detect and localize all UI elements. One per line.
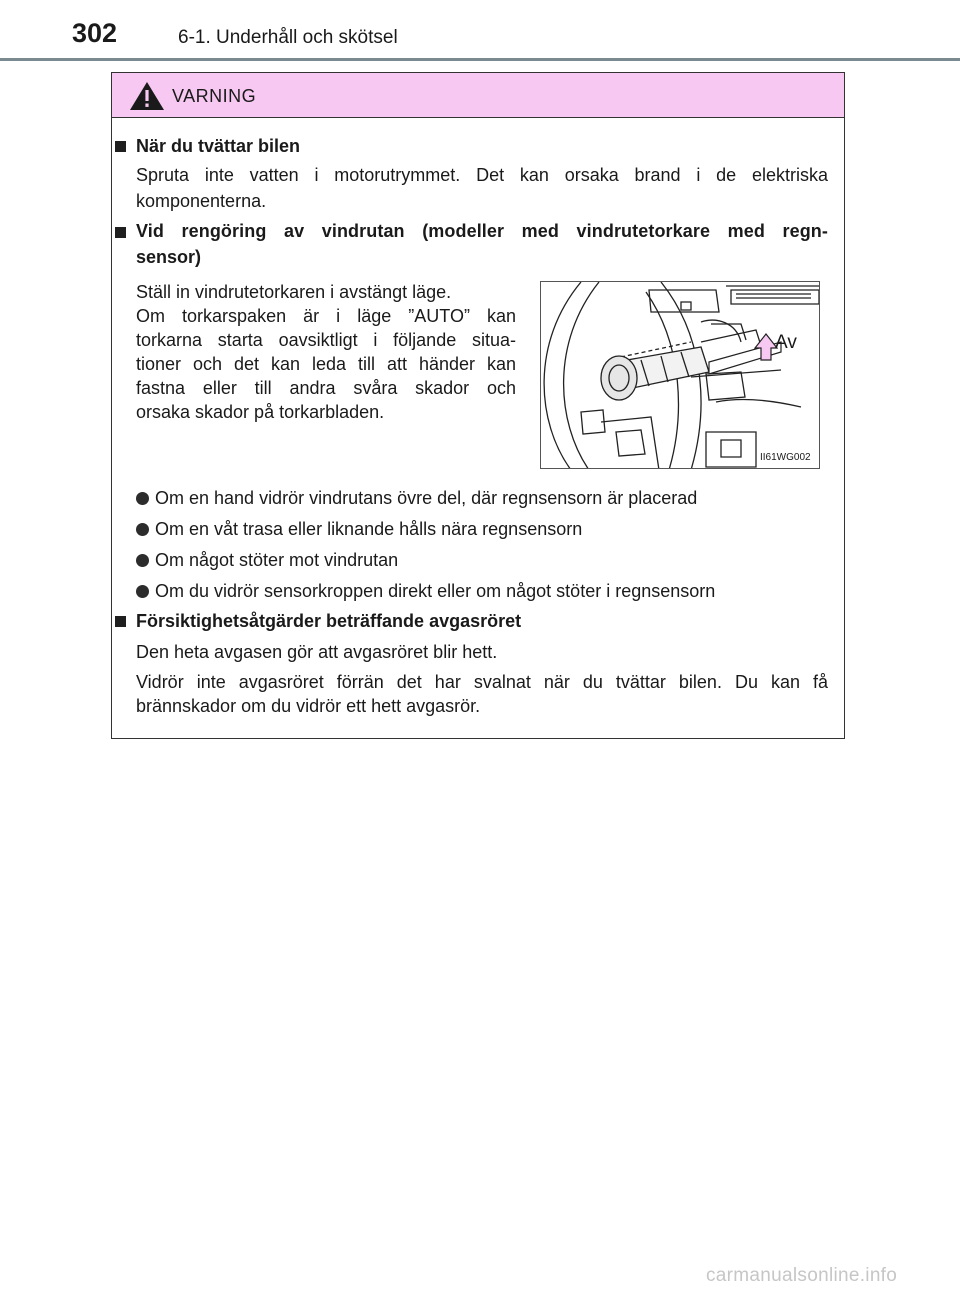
warning-header	[112, 73, 844, 118]
bullet-dot	[136, 554, 149, 567]
item-heading-cont: sensor)	[136, 247, 202, 267]
warning-triangle-icon	[129, 81, 165, 111]
list-item: Om en hand vidrör vindrutans övre del, där regnsensorn är placerad	[155, 488, 698, 508]
list-item: Om du vidrör sensorkroppen direkt eller om något stöter i regnsensorn	[155, 581, 716, 601]
heading-bullet-square	[115, 616, 126, 627]
figure-code: II61WG002	[760, 452, 811, 463]
page-number: 302	[72, 18, 118, 48]
item-body: Spruta inte vatten i motorutrymmet. Det kan orsaka brand i de elektriska komponenterna.	[136, 165, 828, 211]
watermark: carmanualsonline.info	[706, 1265, 898, 1286]
item-heading: Försiktighetsåtgärder beträffande avgasröret	[136, 611, 522, 631]
item-heading: När du tvättar bilen	[136, 136, 301, 156]
body-line: fastna eller till andra svåra skador och	[136, 378, 516, 398]
heading-bullet-square	[115, 227, 126, 238]
steering-wheel-illustration	[541, 282, 820, 469]
bullet-dot	[136, 523, 149, 536]
item-body: Den heta avgasen gör att avgasröret blir hett.	[136, 642, 498, 662]
body-line: torkarna starta oavsiktligt i följande situa-	[136, 330, 516, 350]
body-line: orsaka skador på torkarbladen.	[136, 402, 385, 422]
list-item: Om en våt trasa eller liknande hålls nära regnsensorn	[155, 519, 583, 539]
item-body: Vidrör inte avgasröret förrän det har svalnat när du tvättar bilen. Du kan få brännskador om du vidrör ett hett avgasrör.	[136, 672, 828, 716]
figure-callout-label: Av	[775, 332, 797, 353]
bullet-dot	[136, 585, 149, 598]
list-item: Om något stöter mot vindrutan	[155, 550, 399, 570]
wiper-lever-figure	[540, 281, 820, 469]
warning-title: VARNING	[172, 86, 257, 106]
body-line: Ställ in vindrutetorkaren i avstängt läge.	[136, 282, 452, 302]
header-rule	[0, 58, 960, 61]
body-line: Om torkarspaken är i läge ”AUTO” kan	[136, 306, 516, 326]
item-heading: Vid rengöring av vindrutan (modeller med vindrutetorkare med regn-	[136, 221, 828, 241]
page-header	[0, 0, 960, 60]
body-line: tioner och det kan leda till att händer kan	[136, 354, 516, 374]
section-title: 6-1. Underhåll och skötsel	[178, 27, 398, 48]
heading-bullet-square	[115, 141, 126, 152]
bullet-dot	[136, 492, 149, 505]
